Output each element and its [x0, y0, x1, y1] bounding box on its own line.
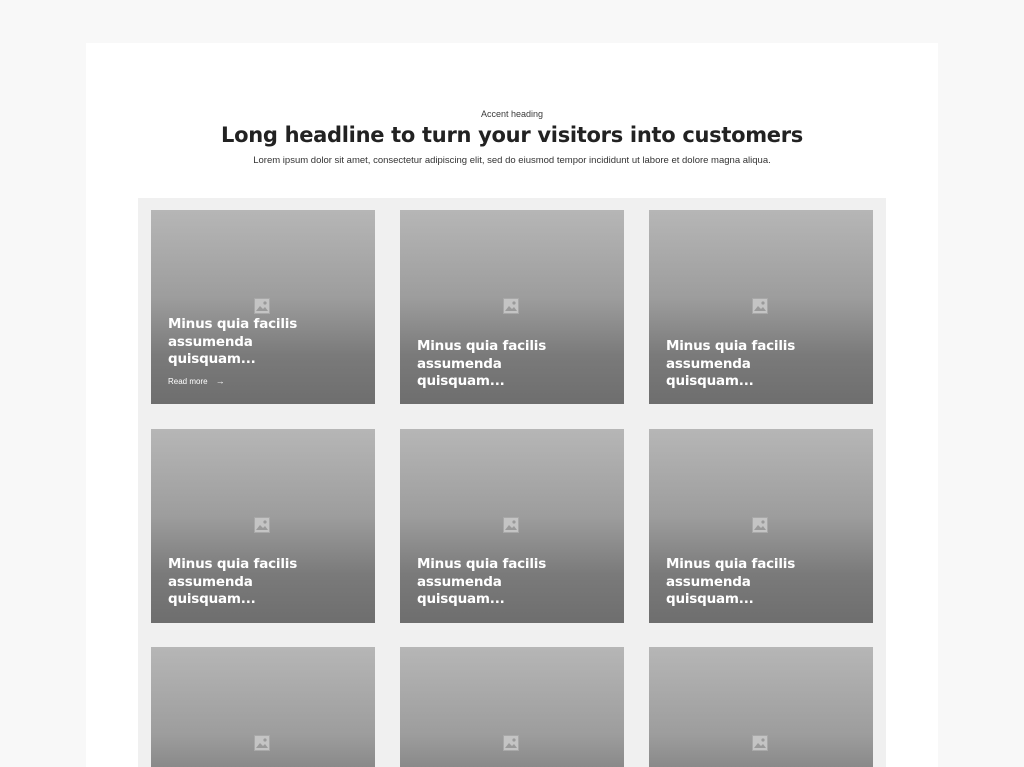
blog-card[interactable]	[649, 210, 873, 404]
blog-card[interactable]	[400, 429, 624, 623]
page-subtext: Lorem ipsum dolor sit amet, consectetur adipiscing elit, sed do eiusmod tempor incididunt ut labore et dolore magna aliqua.	[253, 155, 771, 166]
arrow-right-icon: →	[215, 376, 225, 386]
image-placeholder-icon	[503, 517, 519, 533]
image-placeholder-icon	[503, 735, 519, 751]
image-placeholder-icon	[254, 517, 270, 533]
image-placeholder-icon	[752, 517, 768, 533]
blog-card[interactable]	[151, 429, 375, 623]
card-title[interactable]: Minus quia facilis assumenda quisquam...	[168, 316, 298, 367]
image-placeholder-icon	[254, 298, 270, 314]
read-more-link[interactable]	[168, 376, 225, 386]
card-title[interactable]: Minus quia facilis assumenda quisquam...	[666, 338, 796, 389]
page-headline: Long headline to turn your visitors into customers	[220, 123, 803, 147]
card-title[interactable]: Minus quia facilis assumenda quisquam...	[417, 338, 547, 389]
page-container	[86, 43, 938, 767]
accent-heading: Accent heading	[480, 109, 544, 119]
blog-card[interactable]	[151, 647, 375, 767]
card-title[interactable]: Minus quia facilis assumenda quisquam...	[417, 556, 547, 607]
card-title[interactable]: Minus quia facilis assumenda quisquam...	[168, 556, 298, 607]
blog-card[interactable]	[649, 429, 873, 623]
image-placeholder-icon	[503, 298, 519, 314]
read-more-label[interactable]: Read more	[168, 376, 208, 386]
image-placeholder-icon	[254, 735, 270, 751]
blog-card[interactable]	[400, 647, 624, 767]
blog-card[interactable]	[400, 210, 624, 404]
image-placeholder-icon	[752, 735, 768, 751]
blog-card[interactable]	[649, 647, 873, 767]
card-title[interactable]: Minus quia facilis assumenda quisquam...	[666, 556, 796, 607]
image-placeholder-icon	[752, 298, 768, 314]
card-grid	[138, 198, 886, 767]
blog-card[interactable]	[151, 210, 375, 404]
